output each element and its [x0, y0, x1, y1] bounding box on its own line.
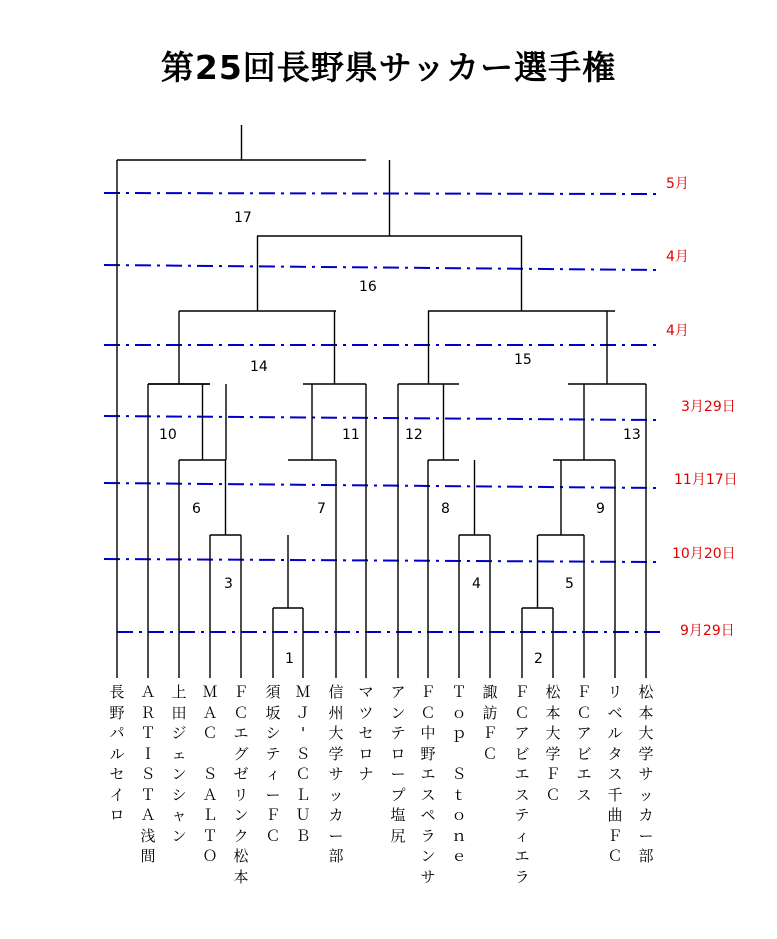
round-date: 9月29日 [680, 623, 735, 639]
team-name [605, 682, 625, 867]
match-bracket [179, 236, 336, 311]
match-number: 8 [441, 501, 450, 517]
team-name-text: Ｆ Ｃ ア ビ エ ス テ ィ エ ラ [514, 683, 530, 886]
team-name [636, 682, 656, 867]
match-number: 2 [534, 651, 543, 667]
team-name-text: ア ン テ ロ ー プ 塩 尻 [390, 683, 406, 845]
round-divider-line [104, 559, 656, 562]
team-name [418, 682, 438, 887]
match-number: 1 [285, 651, 294, 667]
team-name [107, 682, 127, 826]
match-number: 4 [472, 576, 481, 592]
team-name [543, 682, 563, 805]
team-name [293, 682, 313, 846]
match-number: 11 [342, 427, 360, 443]
team-name [512, 682, 532, 887]
round-date: 10月20日 [672, 546, 736, 562]
match-number: 10 [159, 427, 177, 443]
team-name [263, 682, 283, 846]
page-title: 第25回長野県サッカー選手権 [160, 48, 617, 87]
team-name-text: Ａ Ｒ Ｔ Ｉ Ｓ Ｔ Ａ 浅 間 [140, 683, 156, 865]
team-name-text: 松 本 大 学 サ ッ カ ー 部 [638, 683, 654, 865]
team-name-text: Ｆ Ｃ 中 野 エ ス ペ ラ ン サ [420, 683, 436, 886]
team-name [356, 682, 376, 785]
team-name-text: 上 田 ジ ェ ン シ ャ ン [171, 683, 187, 845]
team-name [231, 682, 251, 887]
round-divider-line [104, 193, 656, 194]
team-name-text: Ｍ Ａ Ｃ Ｓ Ａ Ｌ Ｔ Ｏ [202, 683, 218, 865]
match-bracket [210, 460, 241, 535]
team-name-text: Ｍ Ｊ ' Ｓ Ｃ Ｌ Ｕ Ｂ [295, 683, 311, 845]
team-name-text: 諏 訪 Ｆ Ｃ [482, 683, 498, 763]
match-bracket [568, 311, 646, 384]
round-date: 5月 [666, 176, 689, 192]
team-name-text: Ｆ Ｃ エ グ ゼ リ ン ク 松 本 [233, 683, 249, 886]
match-number: 14 [250, 359, 268, 375]
match-bracket [273, 535, 303, 608]
match-number: 7 [317, 501, 326, 517]
team-name [480, 682, 500, 764]
team-name-text: Ｆ Ｃ ア ビ エ ス [576, 683, 592, 804]
match-bracket [459, 460, 490, 535]
round-date: 4月 [666, 249, 689, 265]
match-number: 15 [514, 352, 532, 368]
match-bracket [398, 311, 459, 384]
match-number: 17 [234, 210, 252, 226]
round-date: 11月17日 [674, 472, 738, 488]
match-bracket [303, 311, 366, 384]
round-date: 4月 [666, 323, 689, 339]
team-name [326, 682, 346, 867]
match-number: 3 [224, 576, 233, 592]
round-divider-line [104, 265, 656, 270]
round-date: 3月29日 [681, 399, 736, 415]
round-divider-lines [104, 193, 665, 632]
team-name [200, 682, 220, 867]
round-divider-line [104, 483, 656, 488]
bracket-lines [117, 125, 646, 678]
match-bracket [428, 236, 615, 311]
match-bracket [117, 125, 366, 160]
match-bracket [428, 384, 459, 460]
team-name-text: 信 州 大 学 サ ッ カ ー 部 [328, 683, 344, 865]
team-name-text: マ ツ セ ロ ナ [358, 683, 374, 783]
match-number: 6 [192, 501, 201, 517]
match-bracket [288, 384, 336, 460]
team-name [138, 682, 158, 867]
team-name [449, 682, 469, 867]
match-number: 5 [565, 576, 574, 592]
team-name-text: 長 野 パ ル セ イ ロ [109, 683, 125, 824]
team-name-text: 松 本 大 学 Ｆ Ｃ [545, 683, 561, 804]
round-divider-line [104, 416, 656, 420]
team-name [574, 682, 594, 805]
match-bracket [538, 460, 584, 535]
match-bracket [522, 535, 553, 608]
team-name-text: リ ベ ル タ ス 千 曲 Ｆ Ｃ [607, 683, 623, 865]
match-number: 12 [405, 427, 423, 443]
match-bracket [257, 160, 522, 236]
match-number: 16 [359, 279, 377, 295]
match-number: 13 [623, 427, 641, 443]
team-name-text: 須 坂 シ テ ィ ー Ｆ Ｃ [265, 683, 281, 845]
team-name-text: Ｔ ｏ ｐ Ｓ ｔ ｏ ｎ ｅ [451, 683, 467, 865]
team-name [388, 682, 408, 846]
match-bracket [179, 384, 226, 460]
team-name [169, 682, 189, 846]
match-bracket [553, 384, 615, 460]
match-number: 9 [596, 501, 605, 517]
